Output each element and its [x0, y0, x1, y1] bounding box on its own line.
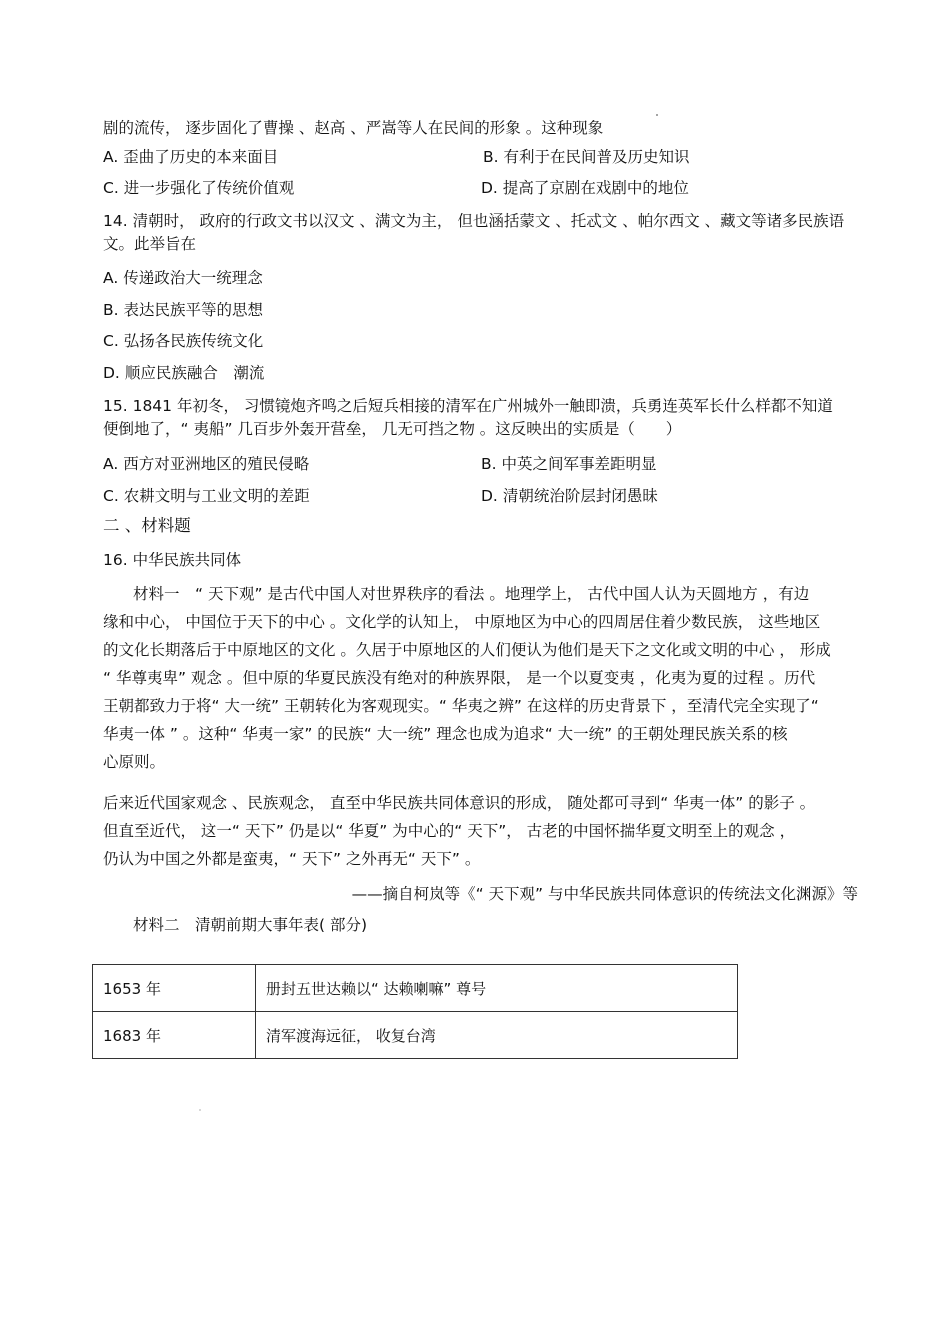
option-text: 西方对亚洲地区的殖民侵略: [123, 455, 310, 473]
option-label: C.: [103, 487, 119, 505]
material1-line: 心原则。: [103, 753, 166, 771]
q15-stem-line1: 15. 1841 年初冬， 习惯镜炮齐鸣之后短兵相接的清军在广州城外一触即溃，兵勇连英军长什么样都不知道: [103, 397, 833, 415]
option-label: B.: [103, 301, 119, 319]
q15-option-d[interactable]: [481, 486, 658, 506]
table-cell-year: 1653 年: [93, 965, 256, 1012]
q14-stem-line2: 文。此举旨在: [103, 235, 197, 253]
option-label: D.: [103, 364, 120, 382]
option-label: D.: [481, 487, 498, 505]
q14-option-c[interactable]: [103, 331, 263, 351]
q14-option-d[interactable]: [103, 363, 264, 383]
option-text: 弘扬各民族传统文化: [123, 332, 264, 350]
q13-option-a[interactable]: [103, 147, 278, 167]
option-label: B.: [481, 455, 497, 473]
table-cell-event: 册封五世达赖以“ 达赖喇嘛” 尊号: [256, 965, 738, 1012]
material1-para2-line: 后来近代国家观念 、民族观念， 直至中华民族共同体意识的形成， 随处都可寻到“ 华夷一体” 的影子 。: [103, 794, 816, 812]
scan-dot: [199, 1109, 201, 1111]
q15-option-a[interactable]: [103, 454, 309, 474]
option-text: 清朝统治阶层封闭愚昧: [502, 487, 658, 505]
material1-line: 王朝都致力于将“ 大一统” 王朝转化为客观现实。“ 华夷之辨” 在这样的历史背景下 ，至清代完全实现了“: [103, 697, 819, 715]
option-text: 进一步强化了传统价值观: [123, 179, 295, 197]
q14-option-b[interactable]: [103, 300, 263, 320]
events-table: [92, 964, 738, 1059]
q13-stem-tail: 剧的流传， 逐步固化了曹操 、赵高 、严嵩等人在民间的形象 。这种现象: [103, 119, 604, 137]
option-text: 中英之间军事差距明显: [501, 455, 657, 473]
material2-title: 材料二 清朝前期大事年表( 部分): [133, 916, 368, 934]
option-label: C.: [103, 332, 119, 350]
q13-option-d[interactable]: [481, 178, 689, 198]
option-label: A.: [103, 269, 119, 287]
q16-title: 16. 中华民族共同体: [103, 551, 242, 569]
material1-para2-line: 但直至近代， 这一“ 天下” 仍是以“ 华夏” 为中心的“ 天下”， 古老的中国怀揣华夏文明至上的观念 ，: [103, 822, 796, 840]
q15-option-c[interactable]: [103, 486, 310, 506]
material1-line: 的文化长期落后于中原地区的文化 。久居于中原地区的人们便认为他们是天下之文化或文明的中心 ， 形成: [103, 641, 831, 659]
material1-line: “ 华尊夷卑” 观念 。但中原的华夏民族没有绝对的种族界限， 是一个以夏变夷 ，化夷为夏的过程 。历代: [103, 669, 816, 687]
table-row: [93, 1012, 738, 1059]
option-label: A.: [103, 148, 119, 166]
material1-line: 华夷一体 ” 。这种“ 华夷一家” 的民族“ 大一统” 理念也成为追求“ 大一统” 的王朝处理民族关系的核: [103, 725, 788, 743]
option-label: B.: [483, 148, 499, 166]
material1-line: 缘和中心， 中国位于天下的中心 。文化学的认知上， 中原地区为中心的四周居住着少数民族， 这些地区: [103, 613, 821, 631]
material1-source: ——摘自柯岚等《“ 天下观” 与中华民族共同体意识的传统法文化渊源》等: [351, 885, 858, 903]
q15-option-b[interactable]: [481, 454, 657, 474]
scan-dot: [656, 114, 658, 116]
section-heading: 二 、材料题: [103, 516, 191, 535]
table-cell-year: 1683 年: [93, 1012, 256, 1059]
option-text: 顺应民族融合 潮流: [124, 364, 265, 382]
option-text: 有利于在民间普及历史知识: [503, 148, 690, 166]
q15-stem-line2: 便倒地了，“ 夷船” 几百步外轰开营垒， 几无可挡之物 。这反映出的实质是（ ）: [103, 420, 682, 438]
q14-stem-line1: 14. 清朝时， 政府的行政文书以汉文 、满文为主， 但也涵括蒙文 、托忒文 、帕尔西文 、藏文等诸多民族语: [103, 212, 845, 230]
option-text: 传递政治大一统理念: [123, 269, 263, 287]
option-label: C.: [103, 179, 119, 197]
q14-option-a[interactable]: [103, 268, 263, 288]
option-label: A.: [103, 455, 119, 473]
option-text: 歪曲了历史的本来面目: [123, 148, 279, 166]
q13-option-b[interactable]: [483, 147, 690, 167]
material1-line: 材料一 “ 天下观” 是古代中国人对世界秩序的看法 。地理学上， 古代中国人认为天圆地方 ，有边: [133, 585, 810, 603]
option-text: 提高了京剧在戏剧中的地位: [502, 179, 689, 197]
table-cell-event: 清军渡海远征， 收复台湾: [256, 1012, 738, 1059]
q13-option-c[interactable]: [103, 178, 294, 198]
option-text: 农耕文明与工业文明的差距: [123, 487, 310, 505]
table-row: [93, 965, 738, 1012]
material1-para2-line: 仍认为中国之外都是蛮夷，“ 天下” 之外再无“ 天下” 。: [103, 850, 481, 868]
option-label: D.: [481, 179, 498, 197]
option-text: 表达民族平等的思想: [123, 301, 264, 319]
